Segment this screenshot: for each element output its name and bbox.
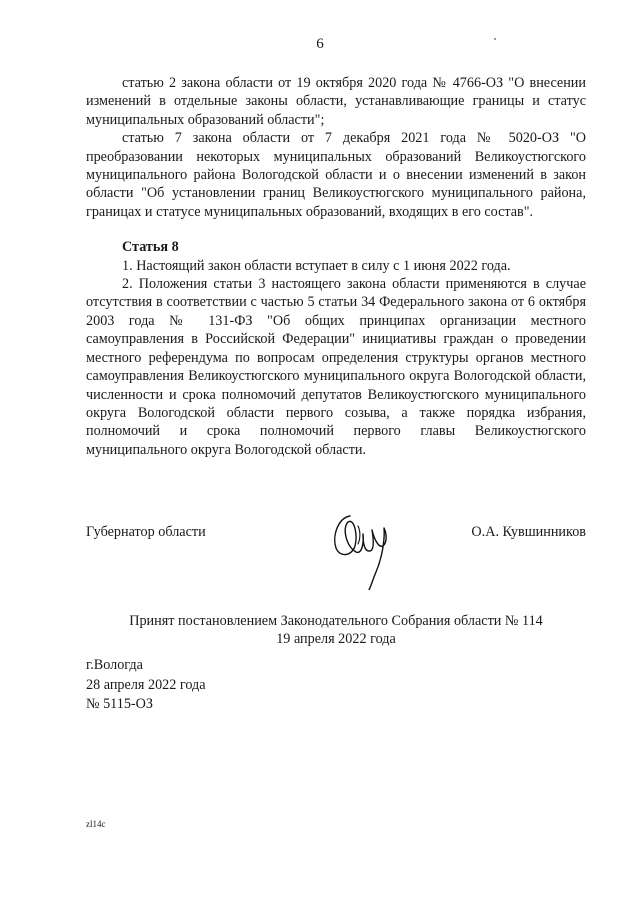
city: г.Вологда [86,657,143,673]
amendment-paragraph-2: статью 7 закона области от 7 декабря 2021 года № 5020-ОЗ "О преобразовании некоторых муниципальных образований Великоустюгского муниципального района Вологодской области и о внесении изменений в закон области "Об установлении границ Великоустюгского муниципального района, границах и статусе муниципальных образований, входящих в его состав". [86,130,586,220]
adoption-line-1: Принят постановлением Законодательного Собрания области № 114 [129,613,543,629]
adoption-note [86,612,586,649]
article-8-item-1: 1. Настоящий закон области вступает в силу с 1 июня 2022 года. [122,257,511,274]
article-8-item-2: 2. Положения статьи 3 настоящего закона области применяются в случае отсутствия в соответствии с частью 5 статьи 34 Федерального закона от 6 октября 2003 года № 131-ФЗ "Об общих принципах организации местного самоуправления в Российской Федерации" инициативы граждан о проведении местного референдума по вопросам определения структуры органов местного самоуправления Великоустюгского муниципального округа Вологодской области, численности и срока полномочий депутатов Великоустюгского муниципального округа Вологодской области первого созыва, а также порядка избрания, полномочий и срока полномочий первого главы Великоустюгского муниципального округа Вологодской области. [86,276,586,458]
page-number: 6 [316,36,324,52]
governor-name: О.А. Кувшинников [471,524,586,540]
law-body [86,74,586,459]
handwritten-signature [328,506,392,590]
law-number: № 5115-ОЗ [86,696,154,712]
adoption-line-2: 19 апреля 2022 года [276,631,396,648]
governor-title: Губернатор области [86,524,206,540]
amendment-paragraph-1: статью 2 закона области от 19 октября 2020 года № 4766-ОЗ "О внесении изменений в отдельные законы области, устанавливающие границы и статус муниципальных образований области"; [86,75,586,128]
signing-date: 28 апреля 2022 года [86,676,206,693]
scan-speck [494,38,496,40]
place-and-date [86,656,206,715]
document-code: zl14c [86,819,106,829]
article-8-title: Статья 8 [122,239,179,256]
